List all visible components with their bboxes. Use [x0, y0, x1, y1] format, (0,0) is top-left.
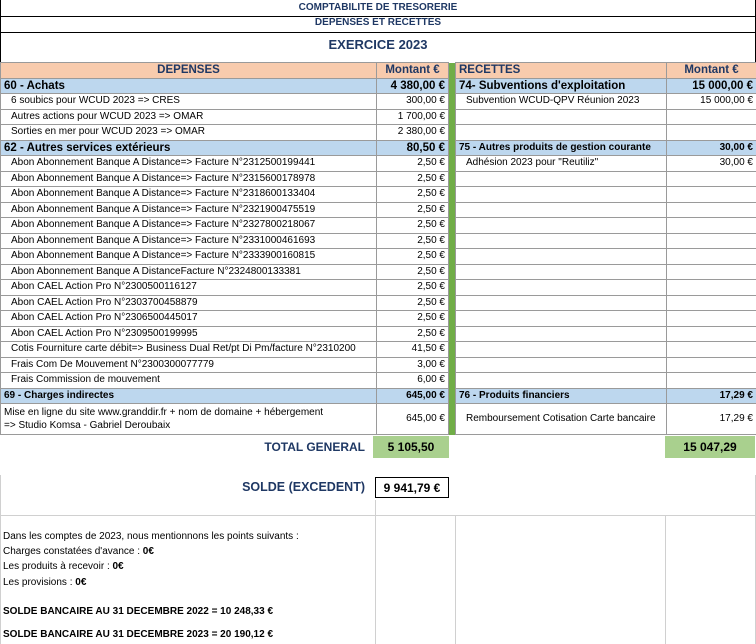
column-separator: [449, 171, 456, 187]
column-separator: [449, 264, 456, 280]
depense-amount: 80,50 €: [377, 140, 449, 156]
recette-amount: [667, 295, 756, 311]
recette-label: [456, 280, 667, 296]
column-separator: [449, 140, 456, 156]
solde-value: 9 941,79 €: [375, 477, 449, 498]
header-depenses: DEPENSES: [1, 63, 377, 79]
grid-line: [0, 475, 1, 644]
note-produits: [3, 561, 124, 572]
recette-label: [456, 342, 667, 358]
depense-label: Abon Abonnement Banque A Distance=> Facture N°2327800218067: [1, 218, 377, 234]
recette-amount: [667, 373, 756, 389]
header-montant-depenses: Montant €: [377, 63, 449, 79]
depense-label-line1: Mise en ligne du site www.granddir.fr + nom de domaine + hébergement: [4, 407, 324, 418]
accounts-table: [0, 62, 756, 435]
recette-label: 75 - Autres produits de gestion courante: [456, 140, 667, 156]
recette-label: [456, 125, 667, 141]
depense-amount: 4 380,00 €: [377, 78, 449, 94]
depense-label: Abon Abonnement Banque A DistanceFacture N°2324800133381: [1, 264, 377, 280]
depense-amount: 1 700,00 €: [377, 109, 449, 125]
depense-amount: 2,50 €: [377, 280, 449, 296]
depense-amount: 300,00 €: [377, 94, 449, 110]
depense-amount: 645,00 €: [377, 404, 449, 435]
recette-label: [456, 249, 667, 265]
depense-amount: 2,50 €: [377, 249, 449, 265]
header-montant-recettes: Montant €: [667, 63, 756, 79]
depense-amount: 2,50 €: [377, 264, 449, 280]
recette-label: [456, 171, 667, 187]
recette-amount: [667, 357, 756, 373]
frame-left: [0, 0, 1, 62]
column-separator: [449, 94, 456, 110]
recette-amount: 15 000,00 €: [667, 94, 756, 110]
column-separator: [449, 125, 456, 141]
recette-amount: [667, 233, 756, 249]
grid-line: [375, 500, 376, 644]
column-separator: [449, 342, 456, 358]
note-provisions-value: 0€: [75, 577, 87, 588]
recette-amount: 30,00 €: [667, 140, 756, 156]
depense-label: Abon CAEL Action Pro N°2300500116127: [1, 280, 377, 296]
recette-amount: [667, 342, 756, 358]
table-row: [1, 311, 756, 327]
recette-label: [456, 109, 667, 125]
depense-label: Abon Abonnement Banque A Distance=> Facture N°2318600133404: [1, 187, 377, 203]
depense-amount: 2 380,00 €: [377, 125, 449, 141]
recette-label: [456, 326, 667, 342]
recette-amount: [667, 218, 756, 234]
recette-label: [456, 295, 667, 311]
recette-label: [456, 311, 667, 327]
depense-label: Abon Abonnement Banque A Distance=> Facture N°2315600178978: [1, 171, 377, 187]
grid-line: [665, 515, 666, 644]
recette-label: 76 - Produits financiers: [456, 388, 667, 404]
column-separator: [449, 326, 456, 342]
recette-amount: [667, 326, 756, 342]
table-row: [1, 233, 756, 249]
column-separator: [449, 109, 456, 125]
note-provisions: [3, 577, 86, 588]
depense-label: Abon Abonnement Banque A Distance=> Facture N°2333900160815: [1, 249, 377, 265]
note-produits-value: 0€: [112, 561, 124, 572]
recette-label: [456, 373, 667, 389]
recette-amount: [667, 280, 756, 296]
recette-label: [456, 357, 667, 373]
notes-intro: Dans les comptes de 2023, nous mentionnons les points suivants :: [3, 531, 299, 542]
depense-label: 62 - Autres services extérieurs: [1, 140, 377, 156]
depense-amount: 6,00 €: [377, 373, 449, 389]
header-line-2: DEPENSES ET RECETTES: [314, 17, 442, 28]
total-depenses: 5 105,50: [373, 436, 449, 458]
recette-amount: 30,00 €: [667, 156, 756, 172]
column-separator: [449, 357, 456, 373]
depense-label: [1, 404, 377, 435]
recette-amount: [667, 264, 756, 280]
note-charges-label: Charges constatées d'avance :: [3, 546, 143, 557]
column-separator: [449, 156, 456, 172]
table-row: [1, 264, 756, 280]
page-title: EXERCICE 2023: [328, 37, 428, 52]
column-separator: [449, 218, 456, 234]
recette-label: Adhésion 2023 pour "Reutiliz": [456, 156, 667, 172]
depense-label: Abon CAEL Action Pro N°2306500445017: [1, 311, 377, 327]
depense-amount: 2,50 €: [377, 171, 449, 187]
table-row: [1, 280, 756, 296]
divider: [0, 32, 756, 33]
table-body: [1, 78, 756, 435]
recette-amount: 17,29 €: [667, 388, 756, 404]
table-row: [1, 388, 756, 404]
table-row: [1, 171, 756, 187]
recette-amount: [667, 125, 756, 141]
table-row: [1, 78, 756, 94]
table-row: [1, 357, 756, 373]
column-separator: [449, 78, 456, 94]
recette-amount: [667, 311, 756, 327]
depense-label: 60 - Achats: [1, 78, 377, 94]
table-row: [1, 326, 756, 342]
solde-bancaire-2023: SOLDE BANCAIRE AU 31 DECEMBRE 2023 = 20 190,12 €: [3, 629, 274, 640]
depense-label: Sorties en mer pour WCUD 2023 => OMAR: [1, 125, 377, 141]
note-charges: [3, 546, 154, 557]
recette-amount: [667, 187, 756, 203]
divider: [0, 515, 756, 516]
recette-amount: [667, 249, 756, 265]
depense-label: Cotis Fourniture carte débit=> Business Dual Ret/pt Di Pm/facture N°2310200: [1, 342, 377, 358]
depense-amount: 41,50 €: [377, 342, 449, 358]
depense-amount: 2,50 €: [377, 326, 449, 342]
table-row: [1, 187, 756, 203]
table-row: [1, 404, 756, 435]
depense-amount: 2,50 €: [377, 311, 449, 327]
depense-label: Abon Abonnement Banque A Distance=> Facture N°2312500199441: [1, 156, 377, 172]
depense-label: 6 soubics pour WCUD 2023 => CRES: [1, 94, 377, 110]
column-separator: [449, 63, 456, 79]
depense-amount: 2,50 €: [377, 202, 449, 218]
depense-amount: 2,50 €: [377, 295, 449, 311]
table-row: [1, 218, 756, 234]
column-separator: [449, 404, 456, 435]
table-row: [1, 373, 756, 389]
recette-label: [456, 202, 667, 218]
solde-label: SOLDE (EXCEDENT): [242, 480, 365, 494]
depense-label: Abon CAEL Action Pro N°2309500199995: [1, 326, 377, 342]
table-row: [1, 140, 756, 156]
note-produits-label: Les produits à recevoir :: [3, 561, 113, 572]
depense-label: Abon Abonnement Banque A Distance=> Facture N°2321900475519: [1, 202, 377, 218]
table-row: [1, 202, 756, 218]
recette-label: [456, 264, 667, 280]
depense-amount: 2,50 €: [377, 218, 449, 234]
total-general-label: TOTAL GENERAL: [264, 440, 365, 454]
depense-label: Abon CAEL Action Pro N°2303700458879: [1, 295, 377, 311]
column-separator: [449, 295, 456, 311]
column-separator: [449, 280, 456, 296]
recette-amount: 15 000,00 €: [667, 78, 756, 94]
table-row: [1, 295, 756, 311]
total-recettes: 15 047,29: [665, 436, 755, 458]
recette-amount: [667, 202, 756, 218]
recette-label: 74- Subventions d'exploitation: [456, 78, 667, 94]
column-separator: [449, 388, 456, 404]
depense-label: Frais Com De Mouvement N°2300300077779: [1, 357, 377, 373]
table-row: [1, 109, 756, 125]
column-separator: [449, 202, 456, 218]
depense-amount: 2,50 €: [377, 187, 449, 203]
recette-label: Subvention WCUD-QPV Réunion 2023: [456, 94, 667, 110]
column-separator: [449, 187, 456, 203]
depense-label-line2: => Studio Komsa - Gabriel Deroubaix: [4, 420, 171, 431]
table-row: [1, 156, 756, 172]
table-row: [1, 249, 756, 265]
recette-amount: [667, 171, 756, 187]
recette-label: [456, 187, 667, 203]
depense-amount: 2,50 €: [377, 156, 449, 172]
table-row: [1, 342, 756, 358]
note-charges-value: 0€: [142, 546, 154, 557]
recette-label: Remboursement Cotisation Carte bancaire: [456, 404, 667, 435]
table-row: [1, 94, 756, 110]
depense-label: 69 - Charges indirectes: [1, 388, 377, 404]
grid-line: [455, 515, 456, 644]
column-separator: [449, 373, 456, 389]
header-line-1: COMPTABILITE DE TRESORERIE: [298, 2, 458, 13]
solde-bancaire-2022: SOLDE BANCAIRE AU 31 DECEMBRE 2022 = 10 248,33 €: [3, 606, 274, 617]
table-row: [1, 125, 756, 141]
depense-amount: 3,00 €: [377, 357, 449, 373]
column-separator: [449, 311, 456, 327]
recette-label: [456, 233, 667, 249]
depense-label: Frais Commission de mouvement: [1, 373, 377, 389]
recette-amount: 17,29 €: [667, 404, 756, 435]
recette-amount: [667, 109, 756, 125]
column-separator: [449, 233, 456, 249]
depense-amount: 2,50 €: [377, 233, 449, 249]
depense-label: Autres actions pour WCUD 2023 => OMAR: [1, 109, 377, 125]
depense-amount: 645,00 €: [377, 388, 449, 404]
column-separator: [449, 249, 456, 265]
header-recettes: RECETTES: [456, 63, 667, 79]
note-provisions-label: Les provisions :: [3, 577, 76, 588]
depense-label: Abon Abonnement Banque A Distance=> Facture N°2331000461693: [1, 233, 377, 249]
recette-label: [456, 218, 667, 234]
